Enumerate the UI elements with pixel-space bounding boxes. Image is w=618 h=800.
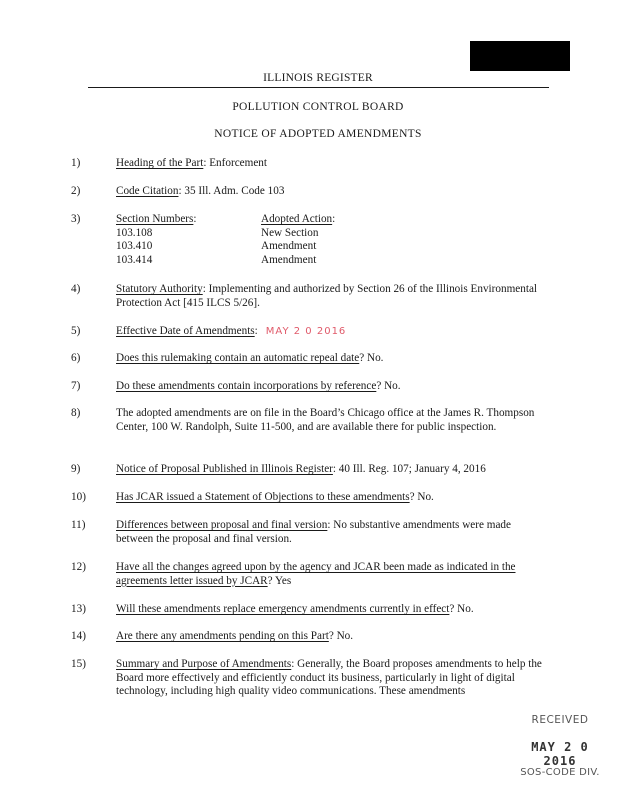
- item-number: 6): [71, 352, 81, 364]
- item-number: 7): [71, 380, 81, 392]
- item-text: ? No.: [328, 630, 354, 642]
- item-number: 1): [71, 157, 81, 169]
- item-number: 11): [71, 519, 86, 531]
- item-text: ? No.: [449, 603, 474, 615]
- adopted-action-header: Adopted Action: [261, 213, 333, 225]
- item-label: Will these amendments replace emergency amendments currently in effect: [116, 603, 450, 615]
- item-label: Code Citation: [116, 185, 179, 197]
- section-numbers-header: Section Numbers: [116, 213, 194, 225]
- item-label: Are there any amendments pending on this Part: [116, 630, 329, 642]
- item-number: 12): [71, 561, 86, 573]
- item-text: ? No.: [359, 352, 384, 364]
- header-divider: [88, 87, 549, 88]
- item-text: : Enforcement: [203, 157, 267, 169]
- item-label: Differences between proposal and final version: [116, 519, 328, 531]
- item-text: : Generally, the Board proposes amendments to help the Board more effectively and efficiently conduct its business, particularly in light of digital technology, including high quality video communications. These amendments: [116, 658, 542, 698]
- redaction-block: [470, 41, 570, 71]
- item-label: Effective Date of Amendments: [116, 325, 255, 337]
- received-division-stamp: SOS-CODE DIV.: [520, 767, 600, 778]
- item-text: ? Yes: [267, 574, 292, 587]
- item-number: 4): [71, 283, 81, 295]
- notice-title: NOTICE OF ADOPTED AMENDMENTS: [214, 128, 422, 140]
- item-number: 5): [71, 325, 81, 337]
- register-title: ILLINOIS REGISTER: [263, 72, 373, 84]
- item-number: 15): [71, 658, 86, 670]
- item-number: 9): [71, 463, 81, 475]
- effective-date-stamp: MAY 2 0 2016: [265, 326, 347, 337]
- board-name: POLLUTION CONTROL BOARD: [232, 101, 404, 113]
- item-label: Do these amendments contain incorporations by reference: [116, 380, 377, 392]
- item-label: Has JCAR issued a Statement of Objections to these amendments: [116, 491, 410, 503]
- item-text: ? No.: [409, 491, 434, 503]
- item-text: : 40 Ill. Reg. 107; January 4, 2016: [332, 463, 486, 475]
- item-label: Does this rulemaking contain an automatic repeal date: [116, 352, 360, 364]
- item-label: Heading of the Part: [116, 157, 204, 169]
- item-text: : 35 Ill. Adm. Code 103: [178, 185, 285, 197]
- item-text: :: [254, 325, 258, 337]
- item-label: Have all the changes agreed upon by the agency and JCAR been made as indicated in the agreements letter issued by JCAR: [116, 561, 516, 587]
- item-number: 2): [71, 185, 81, 197]
- received-stamp: RECEIVED: [531, 714, 589, 726]
- adopted-action: Amendment: [261, 253, 317, 266]
- section-number: 103.410: [116, 240, 153, 253]
- adopted-action: New Section: [261, 226, 319, 239]
- item-label: Notice of Proposal Published in Illinois Register: [116, 463, 333, 475]
- section-number: 103.414: [116, 253, 153, 266]
- item-label: Statutory Authority: [116, 283, 203, 295]
- item-number: 10): [71, 491, 86, 503]
- item-number: 3): [71, 213, 81, 225]
- item-number: 13): [71, 603, 86, 615]
- item-number: 8): [71, 407, 81, 419]
- received-date-stamp: MAY 2 0 2016: [531, 740, 589, 768]
- item-text: The adopted amendments are on file in the Board’s Chicago office at the James R. Thompson Center, 100 W. Randolph, Suite 11-500, and are available there for public inspection.: [116, 407, 535, 433]
- item-label: Summary and Purpose of Amendments: [116, 658, 292, 670]
- item-text: : Implementing and authorized by Section 26 of the Illinois Environmental Protection Act [415 ILCS 5/26].: [116, 283, 538, 309]
- section-number: 103.108: [116, 226, 153, 239]
- item-number: 14): [71, 630, 86, 642]
- item-text: : No substantive amendments were made between the proposal and final version.: [116, 519, 511, 545]
- item-text: ? No.: [376, 380, 401, 392]
- adopted-action: Amendment: [261, 240, 317, 253]
